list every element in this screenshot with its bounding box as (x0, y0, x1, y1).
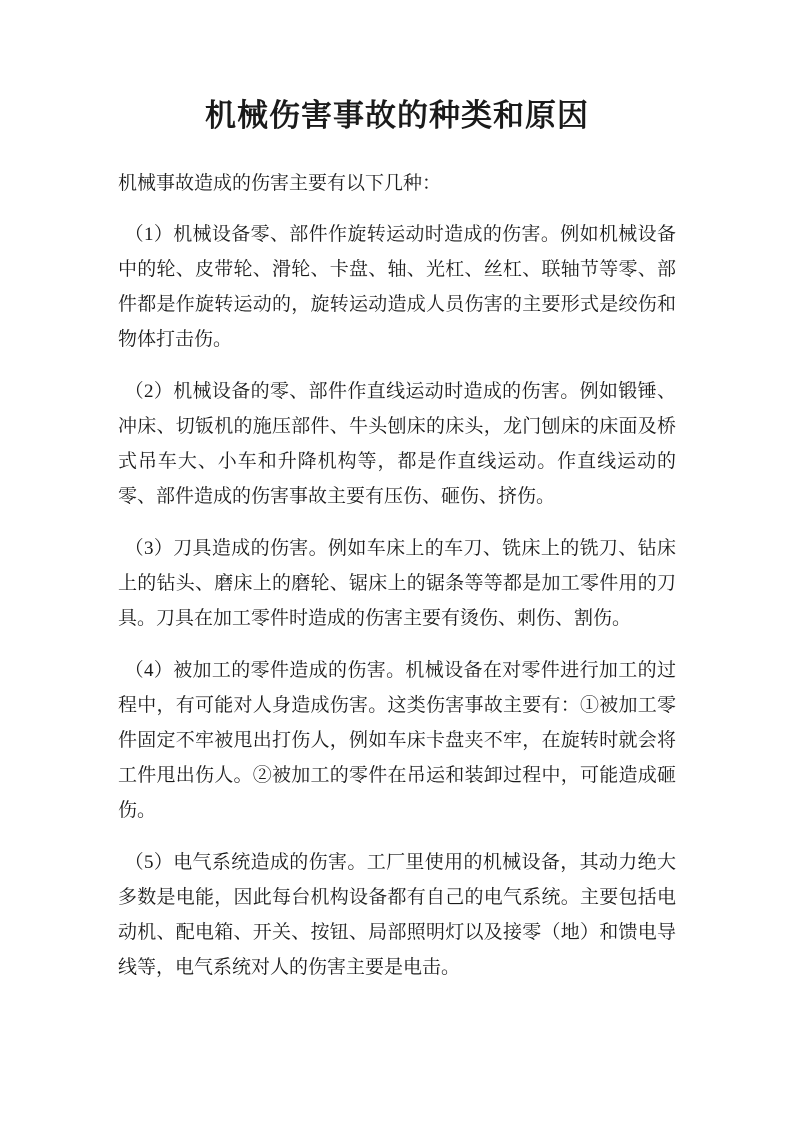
document-title: 机械伤害事故的种类和原因 (205, 98, 589, 133)
paragraph-workpieces: （4）被加工的零件造成的伤害。机械设备在对零件进行加工的过程中，有可能对人身造成伤害。这类伤害事故主要有：①被加工零件固定不牢被甩出打伤人，例如车床卡盘夹不牢，在旋转时就会将工件甩出伤人。②被加工的零件在吊运和装卸过程中，可能造成砸伤。 (118, 660, 676, 821)
paragraph-linear-motion: （2）机械设备的零、部件作直线运动时造成的伤害。例如锻锤、冲床、切钣机的施压部件、牛头刨床的床头，龙门刨床的床面及桥式吊车大、小车和升降机构等，都是作直线运动。作直线运动的零、部件造成的伤害事故主要有压伤、砸伤、挤伤。 (118, 381, 676, 507)
intro-line: 机械事故造成的伤害主要有以下几种： (118, 173, 442, 194)
paragraph-rotating-parts: （1）机械设备零、部件作旋转运动时造成的伤害。例如机械设备中的轮、皮带轮、滑轮、卡盘、轴、光杠、丝杠、联轴节等零、部件都是作旋转运动的，旋转运动造成人员伤害的主要形式是绞伤和物体打击伤。 (118, 224, 676, 350)
paragraph-electrical-system: （5）电气系统造成的伤害。工厂里使用的机械设备，其动力绝大多数是电能，因此每台机构设备都有自己的电气系统。主要包括电动机、配电箱、开关、按钮、局部照明灯以及接零（地）和馈电导线等，电气系统对人的伤害主要是电击。 (118, 852, 676, 978)
paragraph-cutting-tools: （3）刀具造成的伤害。例如车床上的车刀、铣床上的铣刀、钻床上的钻头、磨床上的磨轮、锯床上的锯条等等都是加工零件用的刀具。刀具在加工零件时造成的伤害主要有烫伤、刺伤、割伤。 (118, 538, 676, 629)
